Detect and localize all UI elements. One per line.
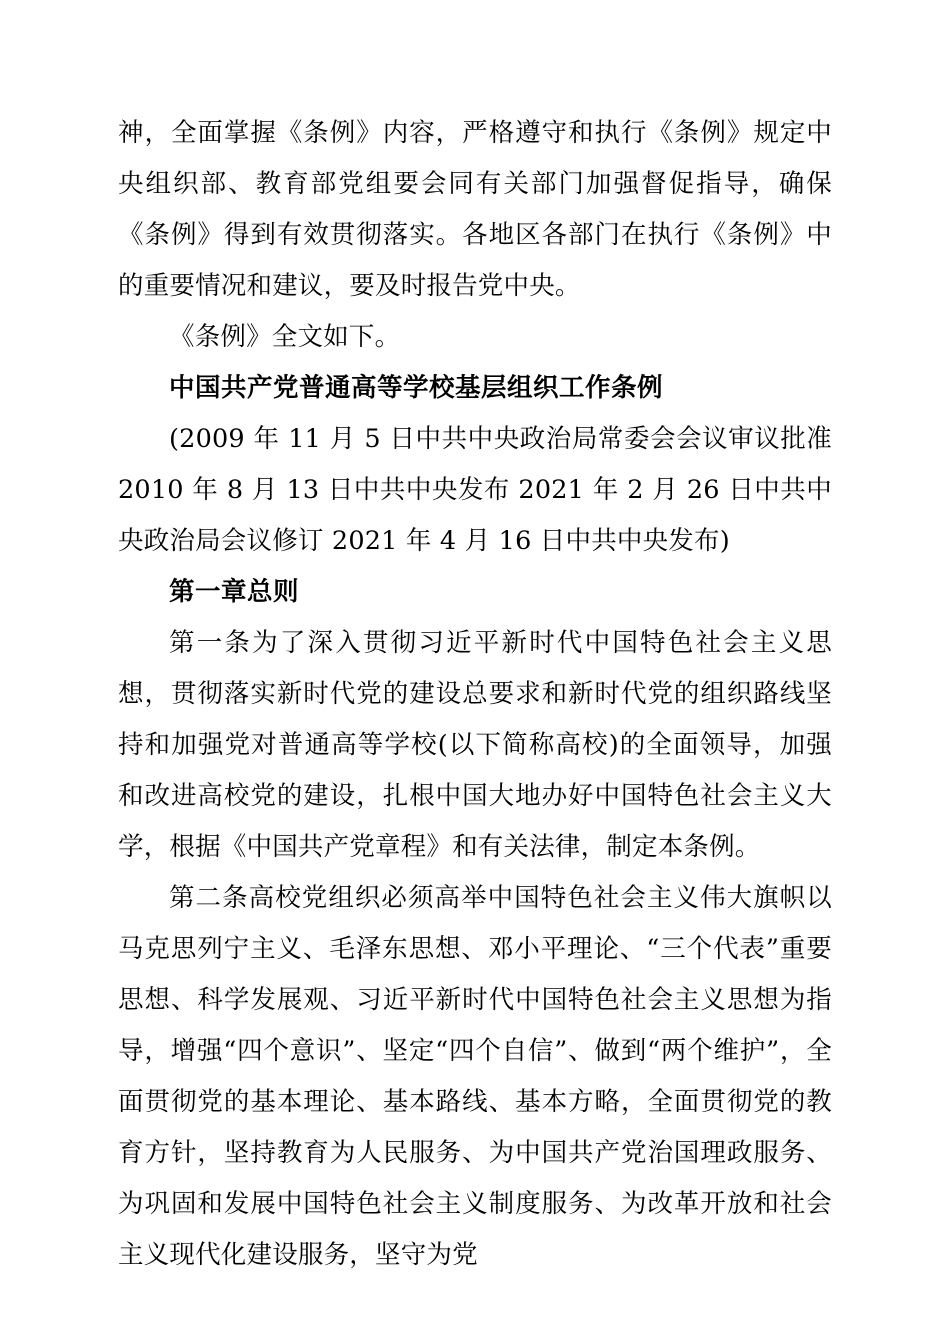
paragraph-fulltext-note: 《条例》全文如下。 [169, 322, 401, 352]
paragraph-promulgation-dates: (2009 年 11 月 5 日中共中央政治局常委会会议审议批准 2010 年 8 月 13 日中共中央发布 2021 年 2 月 26 日中共中央政治局会议修订 2021 年 4 月 16 日中共中央发布) [118, 424, 832, 556]
heading-regulation-title: 中国共产党普通高等学校基层组织工作条例 [169, 373, 664, 403]
paragraph-article-two: 第二条高校党组织必须高举中国特色社会主义伟大旗帜以马克思列宁主义、毛泽东思想、邓小平理论、“三个代表”重要思想、科学发展观、习近平新时代中国特色社会主义思想为指导，增强“四个意识”、坚定“四个自信”、做到“两个维护”，全面贯彻党的基本理论、基本路线、基本方略，全面贯彻党的教育方针，坚持教育为人民服务、为中国共产党治国理政服务、为巩固和发展中国特色社会主义制度服务、为改革开放和社会主义现代化建设服务，坚守为党 [118, 883, 832, 1270]
paragraph-continuation: 神，全面掌握《条例》内容，严格遵守和执行《条例》规定中央组织部、教育部党组要会同有关部门加强督促指导，确保《条例》得到有效贯彻落实。各地区各部门在执行《条例》中的重要情况和建议，要及时报告党中央。 [118, 118, 832, 301]
heading-chapter-one: 第一章总则 [169, 577, 300, 607]
document-body [118, 108, 832, 1281]
paragraph-article-one: 第一条为了深入贯彻习近平新时代中国特色社会主义思想，贯彻落实新时代党的建设总要求和新时代党的组织路线坚持和加强党对普通高等学校(以下简称高校)的全面领导，加强和改进高校党的建设，扎根中国大地办好中国特色社会主义大学，根据《中国共产党章程》和有关法律，制定本条例。 [118, 628, 832, 862]
